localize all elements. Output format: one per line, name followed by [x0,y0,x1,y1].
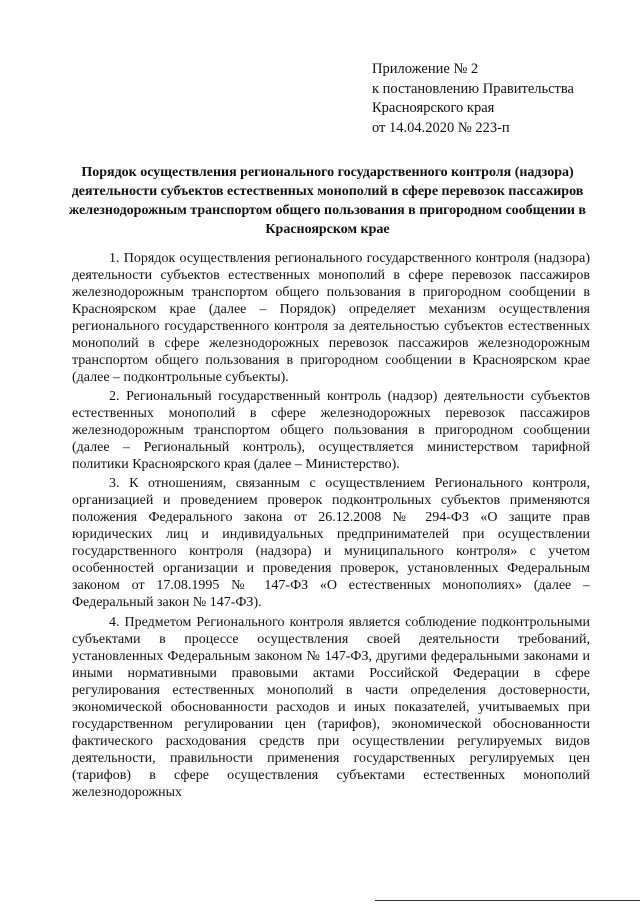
appendix-header [372,60,632,138]
document-title: Порядок осуществления регионального государственного контроля (надзора) деятельности субъектов естественных монополий в сфере перевозок пассажиров железнодорожным транспортом общего пользования в пригородном сообщении в Красноярском крае [69,165,586,237]
appendix-region: Красноярского края [372,100,495,116]
appendix-number: Приложение № 2 [372,61,479,77]
bottom-divider-line [375,900,640,901]
paragraph-2: 2. Региональный государственный контроль (надзор) деятельности субъектов естественных монополий в сфере железнодорожных перевозок пассажиров железнодорожным транспортом общего пользования в пригородном сообщении (далее – Региональный контроль), осуществляется министерством тарифной политики Красноярского края (далее – Министерство). [72,389,590,472]
appendix-resolution-ref: к постановлению Правительства [372,80,574,97]
document-body [72,250,590,803]
appendix-date-number: от 14.04.2020 № 223-п [372,119,510,136]
paragraph-4: 4. Предметом Регионального контроля является соблюдение подконтрольными субъектами в процессе осуществления своей деятельности требований, установленных Федеральным законом № 147-ФЗ, другими федеральными законами и иными нормативными правовыми актами Российской Федерации в сфере регулирования естественных монополий в части определения достоверности, экономической обоснованности расходов и иных показателей, учитываемых при государственном регулировании цен (тарифов), экономической обоснованности фактического расходования средств при осуществлении регулируемых видов деятельности, правильности применения государственных регулируемых цен (тарифов) в сфере осуществления субъектами естественных монополий железнодорожных [72,615,590,800]
paragraph-1: 1. Порядок осуществления регионального государственного контроля (надзора) деятельности субъектов естественных монополий в сфере перевозок пассажиров железнодорожным транспортом общего пользования в пригородном сообщении в Красноярском крае (далее – Порядок) определяет механизм осуществления регионального государственного контроля за деятельностью субъектов естественных монополий в сфере железнодорожных перевозок пассажиров железнодорожным транспортом общего пользования в пригородном сообщении в Красноярском крае (далее – подконтрольные субъекты). [72,251,590,385]
paragraph-3: 3. К отношениям, связанным с осуществлением Регионального контроля, организацией и проведением проверок подконтрольных субъектов применяются положения Федерального закона от 26.12.2008 № 294-ФЗ «О защите прав юридических лиц и индивидуальных предпринимателей при осуществлении государственного контроля (надзора) и муниципального контроля» с учетом особенностей организации и проведения проверок, установленных Федеральным законом от 17.08.1995 № 147-ФЗ «О естественных монополиях» (далее – Федеральный закон № 147-ФЗ). [72,476,590,610]
